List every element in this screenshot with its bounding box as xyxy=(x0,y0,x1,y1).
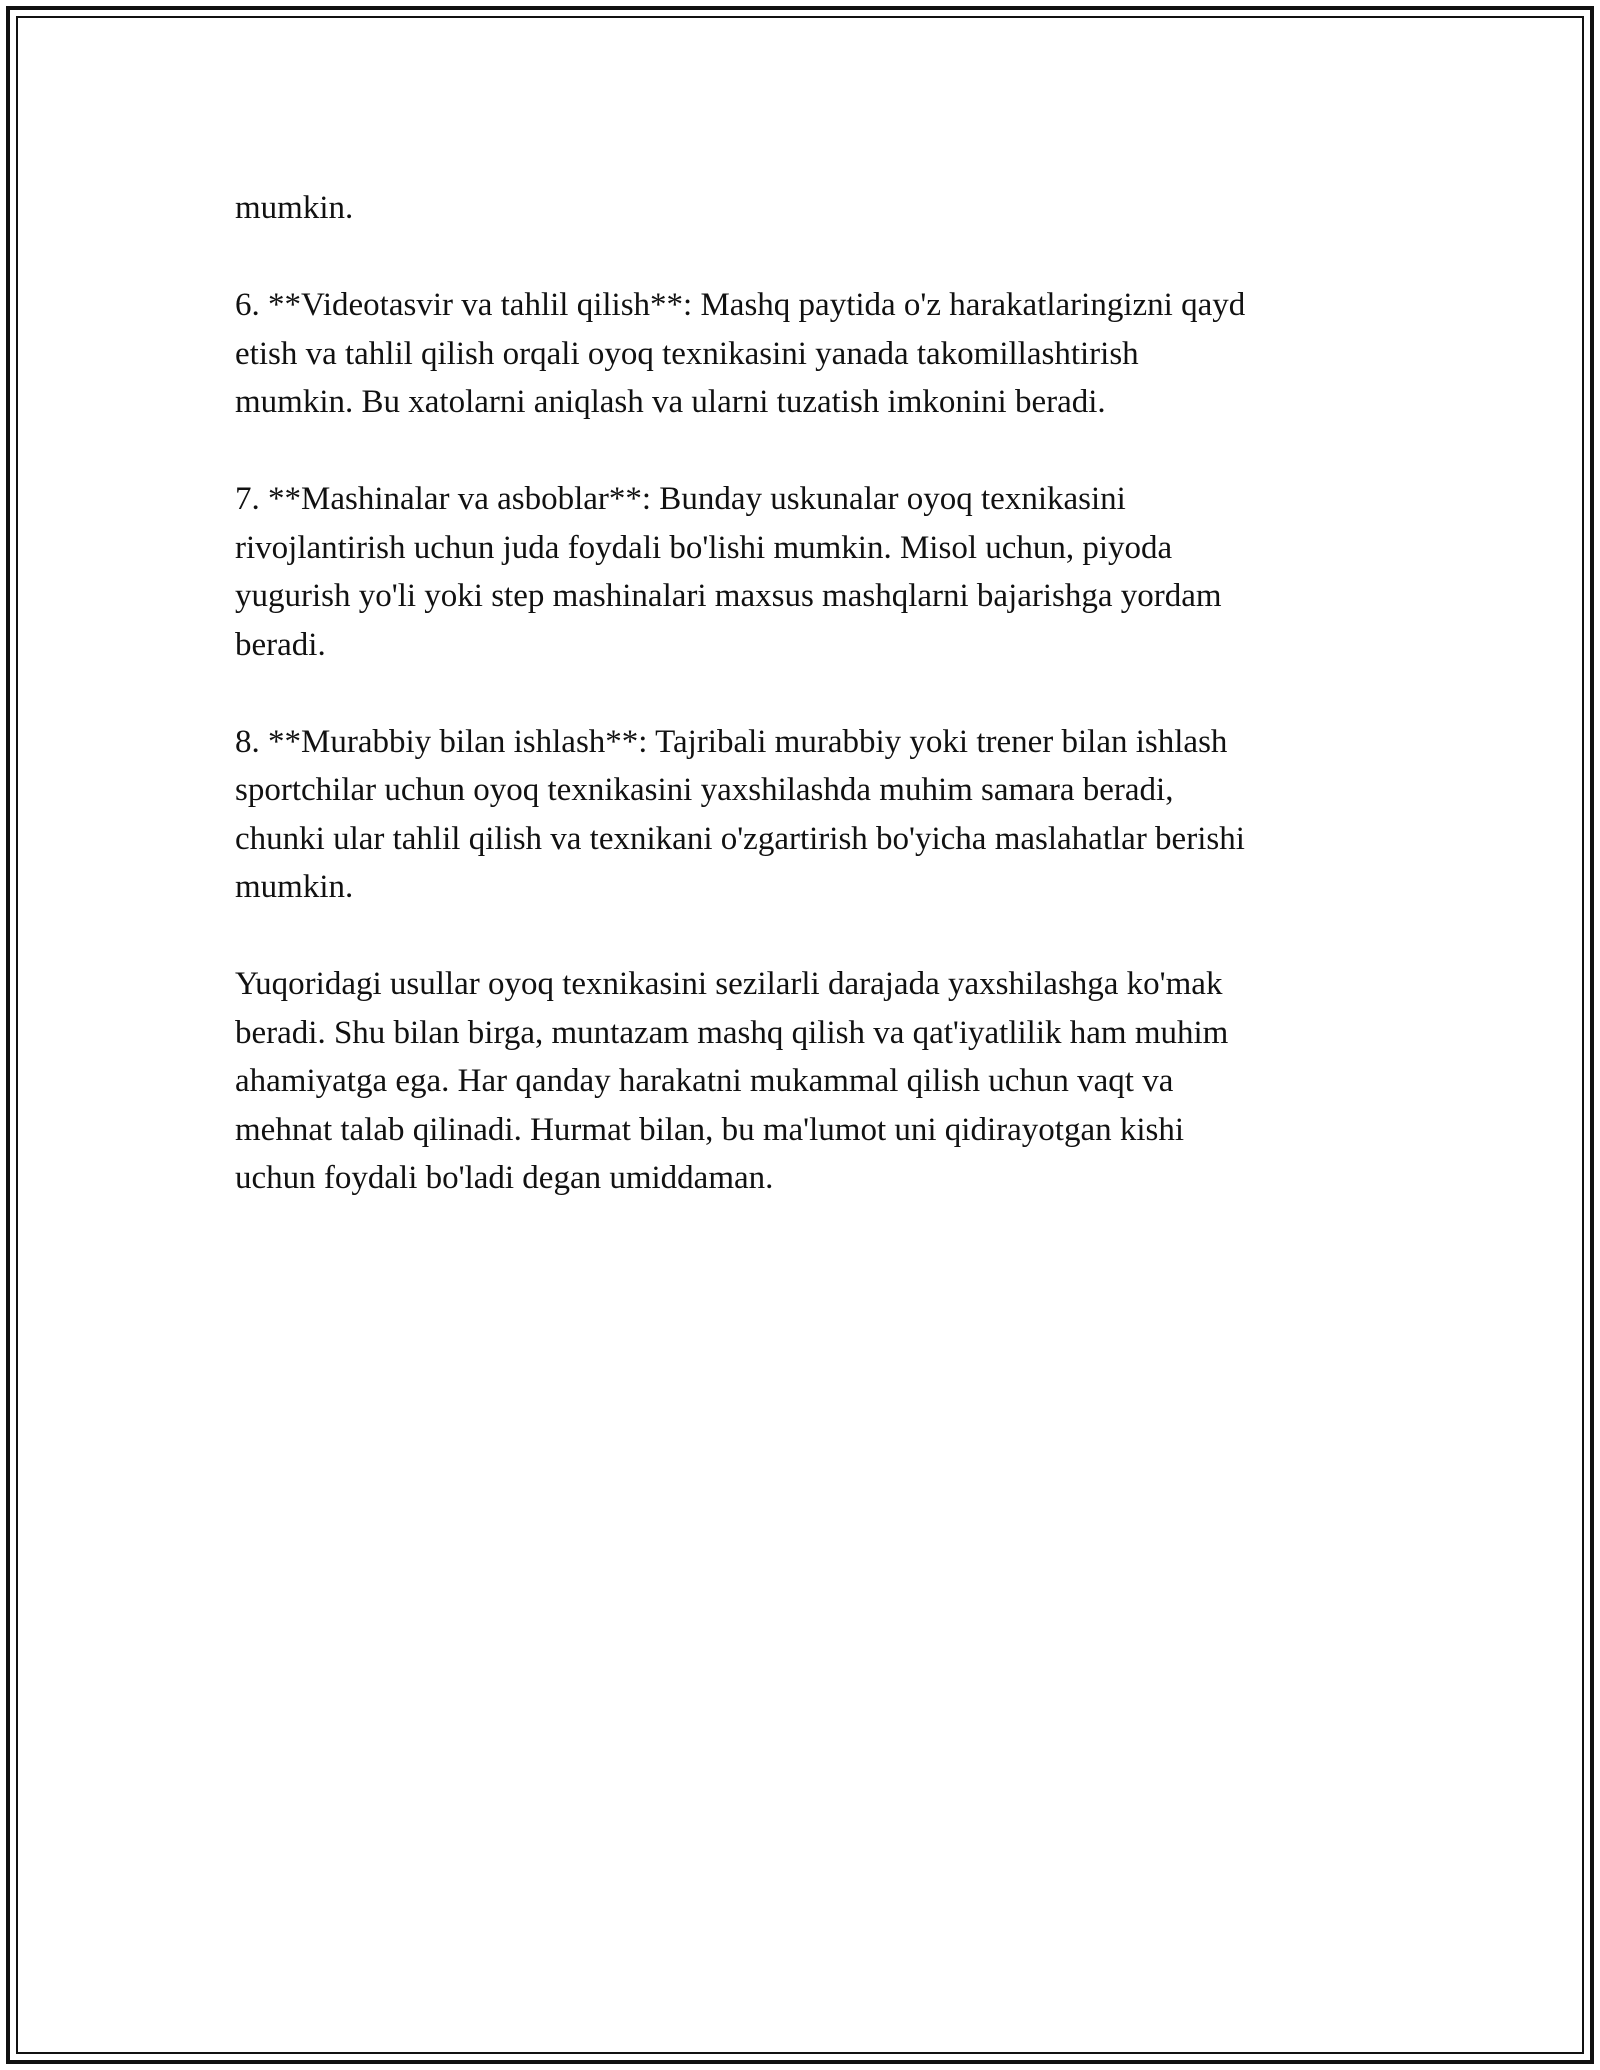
paragraph-item-7-machines-tools: 7. **Mashinalar va asboblar**: Bunday uskunalar oyoq texnikasini rivojlantirish uchun juda foydali bo'lishi mumkin. Misol uchun, piyoda yugurish yo'li yoki step mashinalari maxsus mashqlarni bajarishga yordam beradi. xyxy=(235,481,1222,663)
paragraph-item-8-coach: 8. **Murabbiy bilan ishlash**: Tajribali murabbiy yoki trener bilan ishlash sportchilar uchun oyoq texnikasini yaxshilashda muhim samara beradi, chunki ular tahlil qilish va texnikani o'zgartirish bo'yicha maslahatlar berishi mumkin. xyxy=(235,723,1245,905)
document-body xyxy=(235,184,1385,1251)
paragraph-continuation: mumkin. xyxy=(235,190,354,226)
paragraph-conclusion: Yuqoridagi usullar oyoq texnikasini sezilarli darajada yaxshilashga ko'mak beradi. Shu bilan birga, muntazam mashq qilish va qat'iyatlilik ham muhim ahamiyatga ega. Har qanday harakatni mukammal qilish uchun vaqt va mehnat talab qilinadi. Hurmat bilan, bu ma'lumot uni qidirayotgan kishi uchun foydali bo'ladi degan umiddaman. xyxy=(235,966,1229,1196)
paragraph-item-6-video-analysis: 6. **Videotasvir va tahlil qilish**: Mashq paytida o'z harakatlaringizni qayd etish va tahlil qilish orqali oyoq texnikasini yanada takomillashtirish mumkin. Bu xatolarni aniqlash va ularni tuzatish imkonini beradi. xyxy=(235,287,1246,420)
